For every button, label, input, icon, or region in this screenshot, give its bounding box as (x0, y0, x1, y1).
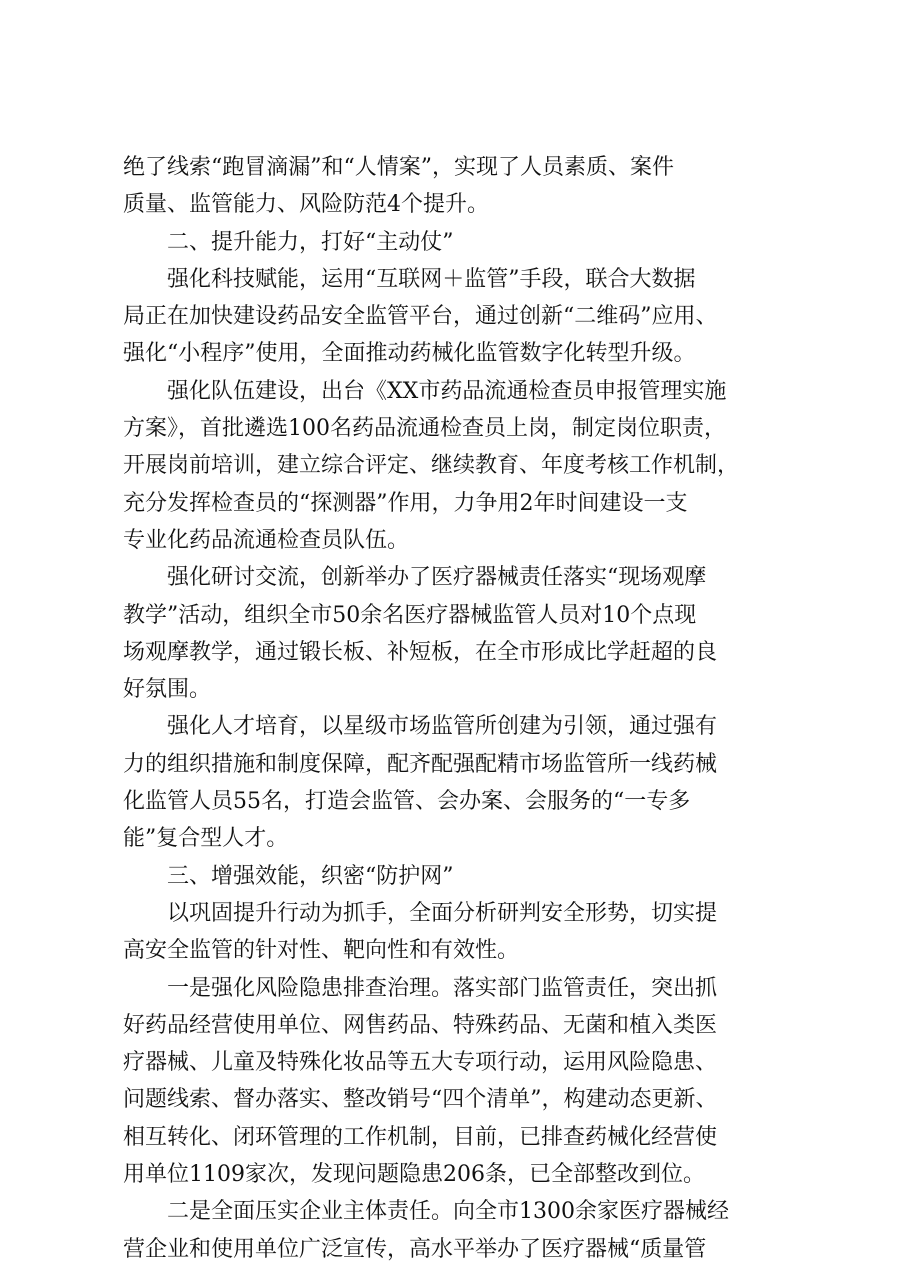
text-line: 三、增强效能，织密“防护网” (167, 863, 454, 889)
text-line: 充分发挥检查员的“探测器”作用，力争用2年时间建设一支 (123, 490, 688, 516)
text-line: 绝了线索“跑冒滴漏”和“人情案”，实现了人员素质、案件 (123, 155, 674, 180)
text-line: 方案》，首批遴选100名药品流通检查员上岗，制定岗位职责， (123, 416, 726, 442)
text-line: 强化队伍建设，出台《XX市药品流通检查员申报管理实施 (167, 378, 727, 404)
text-line: 好药品经营使用单位、网售药品、特殊药品、无菌和植入类医 (123, 1012, 718, 1038)
text-line: 场观摩教学，通过锻长板、补短板，在全市形成比学赶超的良 (123, 639, 718, 665)
text-line: 二是全面压实企业主体责任。向全市1300余家医疗器械经 (167, 1199, 729, 1225)
text-line: 二、提升能力，打好“主动仗” (167, 229, 454, 255)
text-line: 问题线索、督办落实、整改销号“四个清单”，构建动态更新、 (123, 1087, 718, 1113)
text-line: 相互转化、闭环管理的工作机制，目前，已排查药械化经营使 (123, 1124, 718, 1150)
text-line: 强化科技赋能，运用“互联网＋监管”手段，联合大数据 (167, 266, 696, 292)
text-line: 开展岗前培训，建立综合评定、继续教育、年度考核工作机制， (123, 453, 740, 479)
text-line: 化监管人员55名，打造会监管、会办案、会服务的“一专多 (123, 789, 691, 815)
text-line: 力的组织措施和制度保障，配齐配强配精市场监管所一线药械 (123, 751, 718, 777)
text-line: 专业化药品流通检查员队伍。 (123, 527, 410, 553)
text-line: 营企业和使用单位广泛宣传，高水平举办了医疗器械“质量管 (123, 1236, 707, 1262)
text-line: 强化人才培育，以星级市场监管所创建为引领，通过强有 (167, 714, 718, 740)
text-line: 好氛围。 (123, 677, 212, 703)
document-page (123, 149, 795, 1268)
text-line: 疗器械、儿童及特殊化妆品等五大专项行动，运用风险隐患、 (123, 1050, 718, 1076)
text-line: 高安全监管的针对性、靶向性和有效性。 (123, 938, 520, 964)
text-line: 质量、监管能力、风险防范4个提升。 (123, 192, 489, 218)
text-line: 强化研讨交流，创新举办了医疗器械责任落实“现场观摩 (167, 565, 707, 591)
text-line: 局正在加快建设药品安全监管平台，通过创新“二维码”应用、 (123, 304, 718, 330)
text-line: 一是强化风险隐患排查治理。落实部门监管责任，突出抓 (167, 975, 718, 1001)
text-line: 教学”活动，组织全市50余名医疗器械监管人员对10个点现 (123, 602, 697, 628)
text-line: 以巩固提升行动为抓手，全面分析研判安全形势，切实提 (167, 900, 718, 926)
text-line: 能”复合型人才。 (123, 826, 289, 852)
text-line: 强化“小程序”使用，全面推动药械化监管数字化转型升级。 (123, 341, 696, 367)
text-line: 用单位1109家次，发现问题隐患206条，已全部整改到位。 (123, 1162, 705, 1188)
